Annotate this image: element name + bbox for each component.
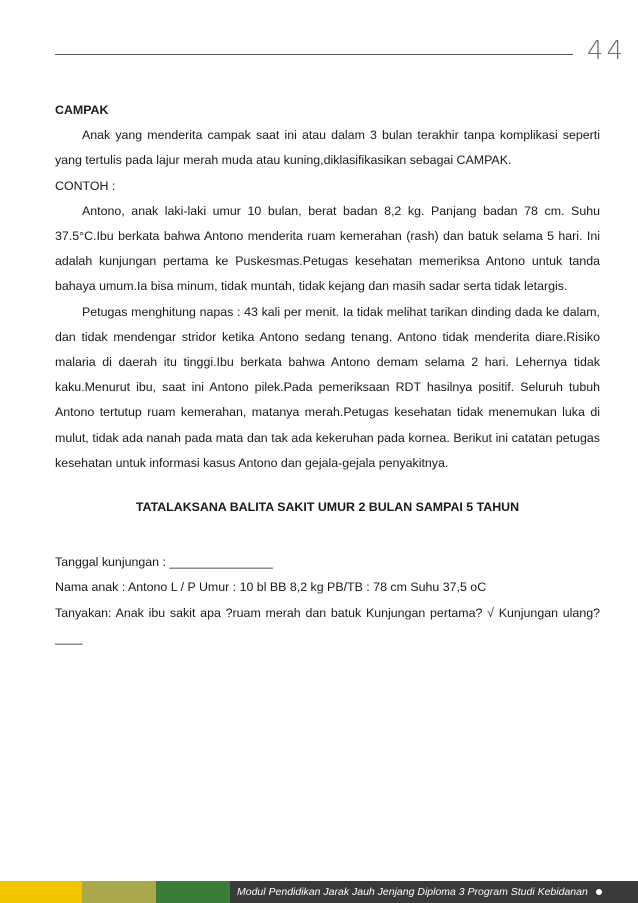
section-title: TATALAKSANA BALITA SAKIT UMUR 2 BULAN SAMPAI 5 TAHUN [135,500,520,515]
bullet-dot-icon [596,889,602,895]
footer-segment-olive [82,881,156,903]
footer-segment-dark [230,881,638,903]
footer-segment-yellow [0,881,82,903]
example-label: CONTOH : [55,178,116,193]
paragraph-case-intro: Antono, anak laki-laki umur 10 bulan, berat badan 8,2 kg. Panjang badan 78 cm. Suhu 37.5°C.Ibu berkata bahwa Antono menderita ruam kemerahan (rash) dan batuk selama 5 hari. Ini adalah kunjungan pertama ke Puskesmas.Petugas kesehatan memeriksa Antono untuk tanda bahaya umum.Ia bisa minum, tidak muntah, tidak kejang dan masih sadar serta tidak letargis. [55,203,600,294]
form-ask: Tanyakan: Anak ibu sakit apa ?ruam merah dan batuk Kunjungan pertama? √ Kunjungan ulang? ____ [55,605,600,645]
paragraph-case-exam: Petugas menghitung napas : 43 kali per menit. Ia tidak melihat tarikan dinding dada ke dalam, dan tidak mendengar stridor ketika Antono sedang tenang. Antono tidak menderita diare.Risiko malaria di daerah itu tinggi.Ibu berkata bahwa Antono demam selama 2 hari. Lehernya tidak kaku.Menurut ibu, saat ini Antono pilek.Pada pemeriksaan RDT hasilnya positif. Seluruh tubuh Antono tertutup ruam kemerahan, matanya merah.Petugas kesehatan tidak menemukan luka di mulut, tidak ada nanah pada mata dan tak ada kekeruhan pada kornea. Berikut ini catatan petugas kesehatan untuk informasi kasus Antono dan gejala-gejala penyakitnya. [55,304,600,470]
page-number: 44 [586,36,626,66]
header-rule [55,54,573,55]
footer-text: Modul Pendidikan Jarak Jauh Jenjang Diploma 3 Program Studi Kebidanan [237,886,588,898]
footer-segment-green [156,881,230,903]
document-body [55,98,600,651]
section-heading-campak: CAMPAK [55,103,109,117]
footer-bar [0,881,638,903]
form-child-info: Nama anak : Antono L / P Umur : 10 bl BB 8,2 kg PB/TB : 78 cm Suhu 37,5 oC [55,580,487,595]
form-visit-date: Tanggal kunjungan : _______________ [55,555,273,570]
paragraph-definition: Anak yang menderita campak saat ini atau dalam 3 bulan terakhir tanpa komplikasi seperti yang tertulis pada lajur merah muda atau kuning,diklasifikasikan sebagai CAMPAK. [55,128,600,168]
